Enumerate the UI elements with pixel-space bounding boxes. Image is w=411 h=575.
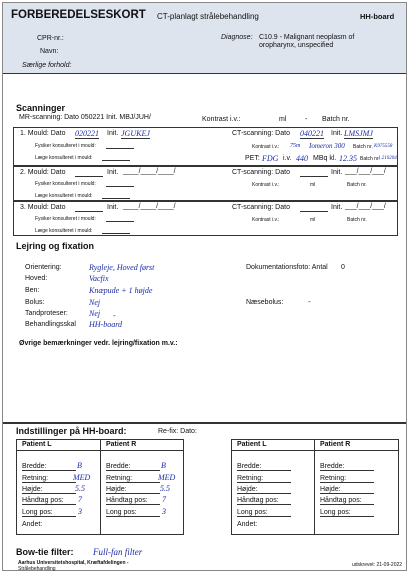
r-dir-value: MED	[158, 473, 176, 482]
r-width-label: Bredde:	[106, 463, 160, 471]
docphoto-label: Dokumentationsfoto: Antal	[246, 264, 328, 271]
mould2-date-field[interactable]	[75, 169, 103, 177]
footer-version: udskrevet: 21-09-2022	[352, 562, 403, 568]
treat-label: Behandlingsskal	[25, 321, 76, 328]
diagnosis-label: Diagnose:	[221, 34, 253, 41]
ct1-init-label: Init.	[331, 130, 343, 137]
r3-long-label: Long pos:	[320, 509, 374, 517]
phys2-label: Fysiker konsulteret i mould:	[35, 181, 96, 187]
mr-scan-line: MR-scanning: Dato 050221 Init. MBJ/JUH/	[19, 114, 151, 121]
head-label: Hoved:	[25, 275, 48, 282]
phys3-field[interactable]	[106, 216, 134, 222]
l-long-label: Long pos:	[22, 509, 76, 517]
ct1-init: LMSJMJ	[344, 129, 373, 138]
right-patient-l: Patient L	[237, 441, 267, 448]
contrast1-value: 75m	[290, 143, 301, 149]
doc1-label: Læge konsulteret i mould:	[35, 155, 93, 161]
contrast2-label: Kontrast i.v.:	[252, 182, 280, 188]
l-width-label: Bredde:	[22, 463, 76, 471]
card-subtitle: CT-planlagt strålebehandling	[157, 12, 259, 21]
doc2-field[interactable]	[102, 193, 130, 199]
r2-other-label: Andet:	[237, 521, 258, 528]
l-other-label: Andet:	[22, 521, 43, 528]
fix-heading: Lejring og fixation	[16, 241, 94, 251]
mould2-init-label: Init.	[107, 169, 119, 176]
remarks-label: Øvrige bemærkninger vedr. lejring/fixation m.v.:	[19, 340, 178, 347]
dash: -	[305, 116, 308, 123]
mould2-init-slashes: ____/____/____/	[123, 168, 176, 175]
ct2-label: CT-scanning: Dato	[232, 169, 290, 176]
nose-label: Næsebolus:	[246, 299, 284, 306]
ct3-init-slashes: ___/___/___/	[345, 203, 386, 210]
special-label: Særlige forhold:	[22, 62, 72, 69]
ml2-label: ml	[310, 182, 316, 188]
treat-value: HH-board	[89, 320, 123, 329]
l-handle-label: Håndtag pos:	[22, 497, 76, 505]
ct2-date-field[interactable]	[300, 169, 328, 177]
teeth-dash: -	[113, 311, 116, 320]
pet-batch-value: 1.210204	[378, 156, 397, 161]
footer-dept: Strålebehandling	[18, 566, 56, 572]
pet-dose: 440	[296, 154, 308, 163]
cpr-label: CPR-nr.:	[37, 35, 64, 42]
legs-value: Knæpude + 1 højde	[89, 286, 153, 295]
batch1-label: Batch nr.	[353, 144, 373, 150]
phys1-field[interactable]	[106, 143, 134, 149]
phys3-label: Fysiker konsulteret i mould:	[35, 216, 96, 222]
contrast3-label: Kontrast i.v.:	[252, 217, 280, 223]
r3-dir-label: Retning:	[320, 475, 374, 483]
r-width-value: B	[161, 461, 166, 470]
l-dir-label: Retning:	[22, 475, 76, 483]
ct1-label: CT-scanning: Dato	[232, 130, 290, 137]
l-dir-value: MED	[73, 473, 91, 482]
pet-iv: i.v.	[283, 155, 292, 162]
pet-batch-label: Batch nr.	[360, 156, 380, 162]
board-label: HH-board	[360, 12, 395, 21]
mould1-init-label: Init.	[107, 130, 119, 137]
l-width-value: B	[77, 461, 82, 470]
mould3-init-label: Init.	[107, 204, 119, 211]
contrast-label: Kontrast i.v.:	[202, 116, 241, 123]
mould2-label: 2. Mould: Dato	[20, 169, 66, 176]
bolus-label: Bolus:	[25, 299, 45, 306]
doc3-label: Læge konsulteret i mould:	[35, 228, 93, 234]
contrast1-label: Kontrast i.v.:	[252, 144, 280, 150]
l-long-value: 3	[78, 507, 82, 516]
r-long-label: Long pos:	[106, 509, 160, 517]
r-height-label: Højde:	[106, 486, 160, 494]
ct3-date-field[interactable]	[300, 204, 328, 212]
bolus-value: Nej	[89, 298, 101, 307]
preparation-card	[2, 2, 407, 571]
doc3-field[interactable]	[102, 228, 130, 234]
diagnosis-value: C10.9 - Malignant neoplasm of oropharynx, unspecified	[259, 34, 355, 49]
head-value: Vacfix	[89, 274, 109, 283]
pet-time: 12.35	[339, 154, 357, 163]
left-patient-r: Patient R	[106, 441, 137, 448]
right-patient-r: Patient R	[320, 441, 351, 448]
r2-width-label: Bredde:	[237, 463, 291, 471]
nose-value: -	[308, 297, 311, 306]
pet-agent: FDG	[262, 154, 279, 163]
r3-width-label: Bredde:	[320, 463, 374, 471]
settings-heading: Indstillinger på HH-board:	[16, 426, 127, 436]
contrast1-agent: Iomeron 300	[309, 142, 345, 150]
ct3-label: CT-scanning: Dato	[232, 204, 290, 211]
mould3-date-field[interactable]	[75, 204, 103, 212]
footer-hospital: Aarhus Universitetshospital, Kræftafdelingen -	[18, 560, 129, 566]
phys1-label: Fysiker konsulteret i mould:	[35, 143, 96, 149]
r-height-value: 5.5	[160, 484, 170, 493]
l-height-label: Højde:	[22, 486, 76, 494]
r3-height-label: Højde:	[320, 486, 374, 494]
orient-label: Orientering:	[25, 264, 62, 271]
mould1-date: 020221	[75, 129, 99, 138]
header-divider	[3, 73, 406, 74]
bowtie-label: Bow-tie filter:	[16, 547, 74, 557]
ml-label: ml	[279, 116, 287, 123]
doc2-label: Læge konsulteret i mould:	[35, 193, 93, 199]
teeth-label: Tandproteser:	[25, 310, 68, 317]
phys2-field[interactable]	[106, 181, 134, 187]
batch2-label: Batch nr.	[347, 182, 367, 188]
mould3-init-slashes: ____/____/____/	[123, 203, 176, 210]
ct2-init-label: Init.	[331, 169, 343, 176]
batch1-value: K975558	[374, 144, 393, 149]
batch-label: Batch nr.	[322, 116, 350, 123]
pet-unit: MBq kl.	[313, 155, 337, 162]
r2-long-label: Long pos:	[237, 509, 291, 517]
r-long-value: 3	[162, 507, 166, 516]
r2-dir-label: Retning:	[237, 475, 291, 483]
doc1-field[interactable]	[102, 155, 130, 161]
name-label: Navn:	[40, 48, 59, 55]
settings-divider	[3, 422, 406, 424]
ml3-label: ml	[310, 217, 316, 223]
r3-handle-label: Håndtag pos:	[320, 497, 374, 505]
left-patient-l: Patient L	[22, 441, 52, 448]
mould1-label: 1. Mould: Dato	[20, 130, 66, 137]
l-handle-value: 7	[78, 495, 82, 504]
mould1-init: JGUKEJ	[121, 129, 150, 138]
legs-label: Ben:	[25, 287, 40, 294]
r-handle-label: Håndtag pos:	[106, 497, 160, 505]
card-title: FORBEREDELSESKORT	[11, 9, 146, 21]
l-height-value: 5.5	[75, 484, 85, 493]
refix-label: Re-fix: Dato:	[158, 428, 197, 435]
r-handle-value: 7	[162, 495, 166, 504]
mould3-label: 3. Mould: Dato	[20, 204, 66, 211]
orient-value: Rygleje, Hoved først	[89, 263, 155, 272]
teeth-value: Nej	[89, 309, 101, 318]
bowtie-value: Full-fan filter	[93, 547, 143, 557]
scan-heading: Scanninger	[16, 103, 66, 113]
r-dir-label: Retning:	[106, 475, 160, 483]
pet-label: PET:	[245, 155, 260, 162]
batch3-label: Batch nr.	[347, 217, 367, 223]
r2-handle-label: Håndtag pos:	[237, 497, 291, 505]
ct1-date: 040221	[300, 129, 324, 138]
ct3-init-label: Init.	[331, 204, 343, 211]
ct2-init-slashes: ___/___/___/	[345, 168, 386, 175]
docphoto-value: 0	[341, 264, 345, 271]
r2-height-label: Højde:	[237, 486, 291, 494]
